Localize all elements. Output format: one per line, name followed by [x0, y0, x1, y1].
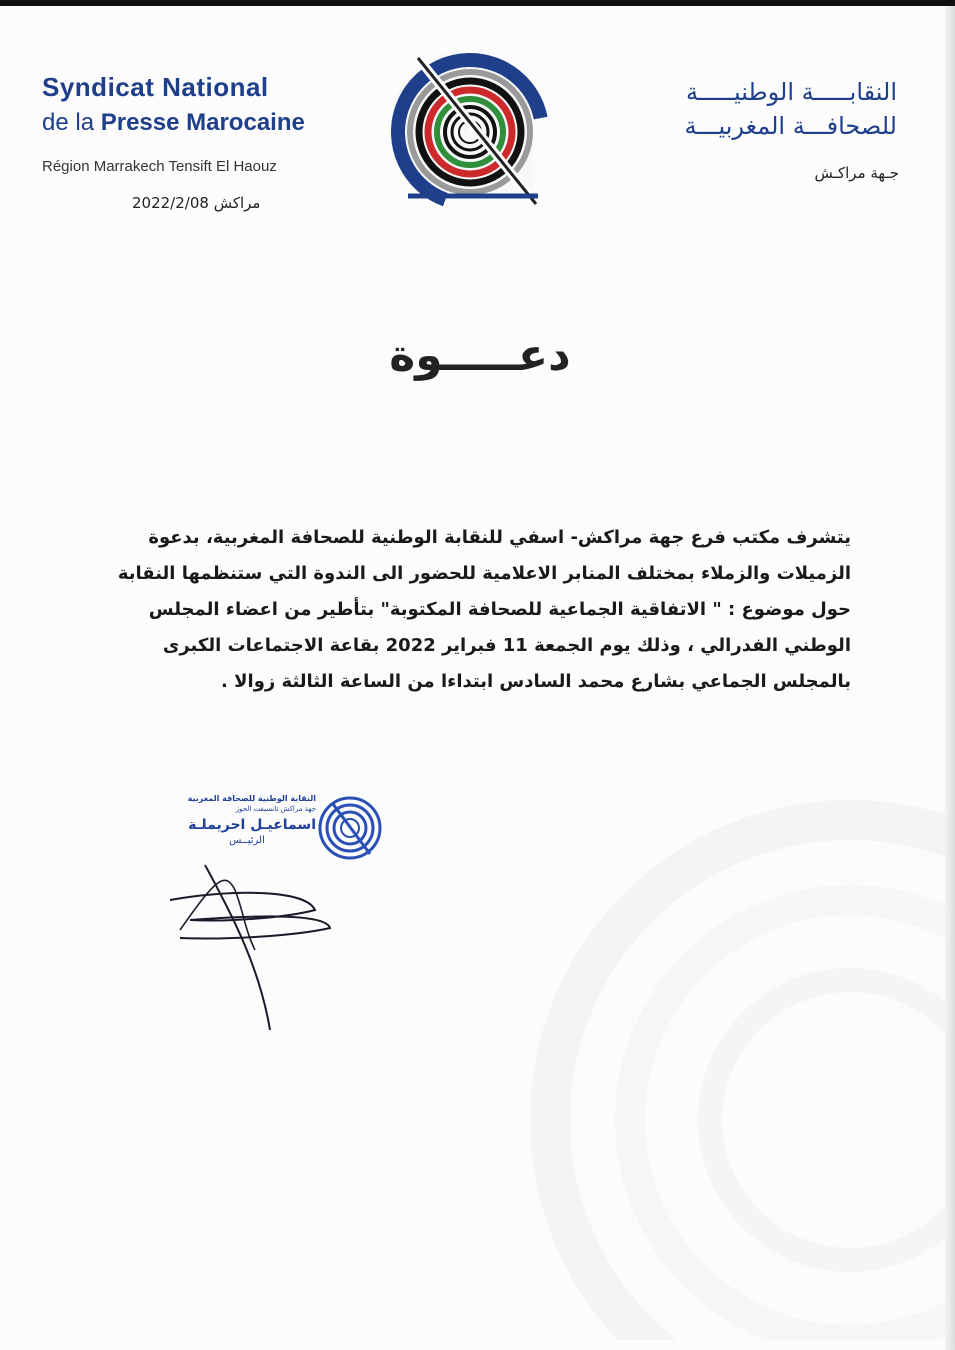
- page-title: دعـــــوة: [389, 330, 571, 381]
- top-edge-bar: [0, 0, 955, 6]
- body-line: حول موضوع : " الاتفاقية الجماعية للصحافة المكتوبة" بتأطير من اعضاء المجلس: [148, 599, 851, 620]
- arabic-header: [685, 78, 898, 140]
- french-org-name-line1: Syndicat National: [42, 72, 269, 102]
- arabic-org-name-line2: للصحافـــة المغربيـــة: [684, 112, 897, 140]
- body-line: بالمجلس الجماعي بشارع محمد السادس ابتداءا من الساعة الثالثة زوالا .: [221, 671, 851, 692]
- stamp-text: [178, 794, 316, 846]
- arabic-org-name-line1: النقابـــــة الوطنيـــــة: [686, 78, 897, 106]
- french-header: [42, 72, 305, 137]
- handwritten-signature: [165, 860, 345, 1035]
- letter-date: مراكش 2022/2/08: [132, 194, 261, 212]
- press-union-logo-icon: [388, 48, 548, 208]
- body-line: الزميلات والزملاء بمختلف المنابر الاعلامية للحضور الى الندوة التي ستنظمها النقابة: [117, 563, 851, 584]
- french-region: Région Marrakech Tensift El Haouz: [42, 158, 277, 175]
- body-line: الوطني الفدرالي ، وذلك يوم الجمعة 11 فبراير 2022 بقاعة الاجتماعات الكبرى: [162, 635, 851, 656]
- stamp-org-line: النقابة الوطنية للصحافة المغربية: [187, 794, 316, 803]
- background-watermark: [520, 700, 950, 1340]
- invitation-body: [105, 520, 851, 700]
- body-line: يتشرف مكتب فرع جهة مراكش- اسفي للنقابة الوطنية للصحافة المغربية، بدعوة: [148, 527, 851, 548]
- stamp-signatory-role: الرئيــس: [229, 835, 265, 846]
- stamp-signatory-name: اسماعيـل احريملـة: [188, 817, 316, 833]
- arabic-region: جـهة مراكـش: [814, 164, 899, 182]
- stamp-region-line: جهة مراكش تانسيفت الحوز: [235, 805, 316, 813]
- french-org-name-line2: de la Presse Marocaine: [42, 109, 305, 136]
